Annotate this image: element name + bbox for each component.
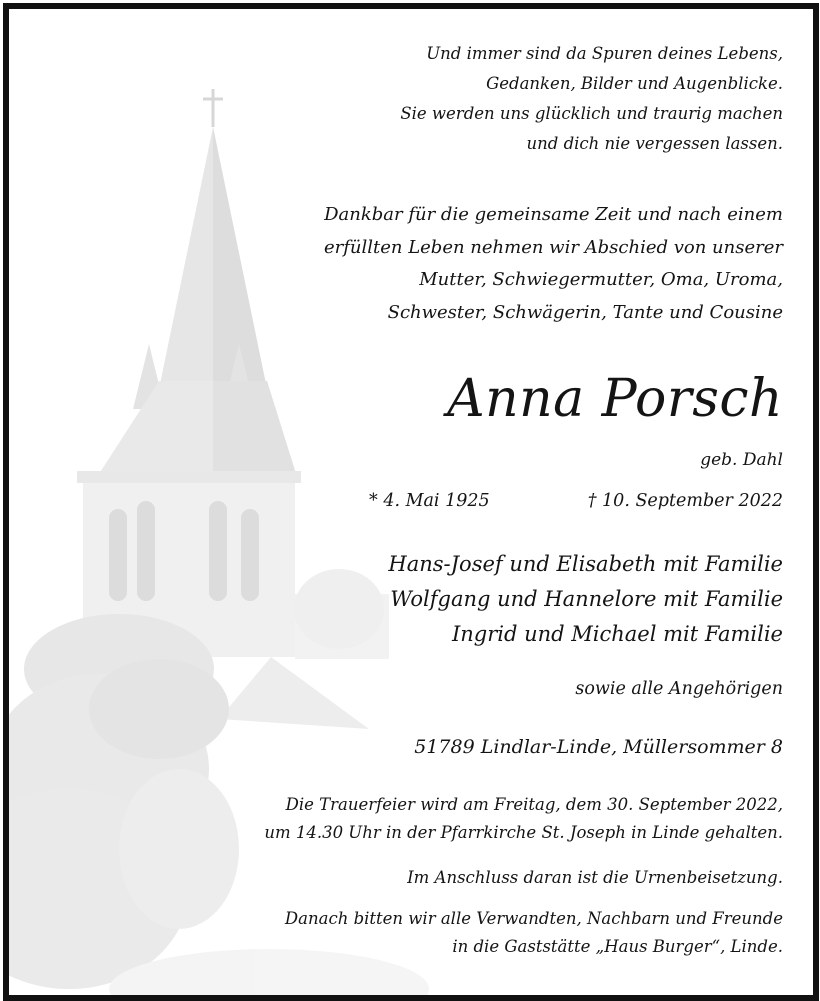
service-line: um 14.30 Uhr in der Pfarrkirche St. Joseph in Linde gehalten. bbox=[264, 823, 783, 842]
service-info bbox=[264, 791, 783, 847]
urn-burial-info: Im Anschluss daran ist die Urnenbeisetzung. bbox=[407, 868, 783, 887]
family-line: Hans-Josef und Elisabeth mit Familie bbox=[388, 552, 783, 576]
deceased-name: Anna Porsch bbox=[447, 369, 783, 429]
invitation bbox=[285, 905, 783, 961]
birth-date: * 4. Mai 1925 bbox=[369, 491, 490, 511]
invite-line: in die Gaststätte „Haus Burger“, Linde. bbox=[452, 937, 783, 956]
intro-line: Dankbar für die gemeinsame Zeit und nach einem bbox=[324, 204, 783, 225]
family-line: Wolfgang und Hannelore mit Familie bbox=[390, 587, 783, 611]
poem bbox=[400, 39, 783, 159]
other-relatives: sowie alle Angehörigen bbox=[575, 679, 783, 699]
death-date: † 10. September 2022 bbox=[587, 491, 783, 511]
farewell-intro bbox=[324, 199, 783, 329]
obituary-card bbox=[3, 3, 819, 1001]
family-line: Ingrid und Michael mit Familie bbox=[451, 622, 783, 646]
poem-line: Sie werden uns glücklich und traurig machen bbox=[400, 104, 783, 123]
intro-line: Mutter, Schwiegermutter, Oma, Uroma, bbox=[419, 269, 783, 290]
poem-line: Und immer sind da Spuren deines Lebens, bbox=[426, 44, 783, 63]
poem-line: Gedanken, Bilder und Augenblicke. bbox=[486, 74, 783, 93]
invite-line: Danach bitten wir alle Verwandten, Nachbarn und Freunde bbox=[284, 909, 783, 928]
maiden-name: geb. Dahl bbox=[700, 450, 783, 470]
address: 51789 Lindlar-Linde, Müllersommer 8 bbox=[414, 736, 783, 758]
service-line: Die Trauerfeier wird am Freitag, dem 30. September 2022, bbox=[285, 795, 783, 814]
mourning-families bbox=[388, 547, 783, 652]
poem-line: und dich nie vergessen lassen. bbox=[526, 134, 783, 153]
intro-line: Schwester, Schwägerin, Tante und Cousine bbox=[387, 301, 783, 323]
intro-line: erfüllten Leben nehmen wir Abschied von unserer bbox=[323, 236, 783, 258]
